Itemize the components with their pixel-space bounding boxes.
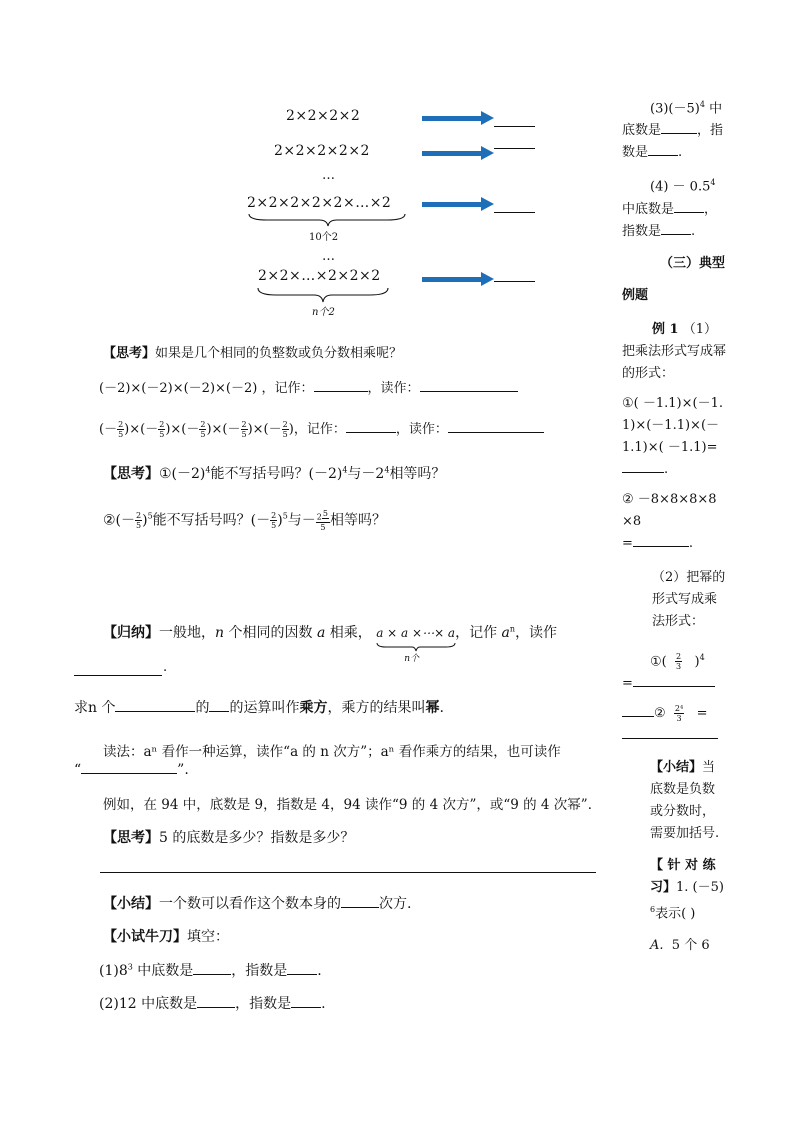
read-input[interactable] (420, 378, 518, 392)
fraction: $\frac{2}{5}$ (118, 420, 124, 439)
think-3: 【思考】5 的底数是多少？指数是多少？ (103, 830, 355, 846)
try-q1: $(1)8^3$ 中底数是 ，指数是 . (99, 962, 322, 979)
blank-power[interactable] (341, 894, 379, 908)
think-2-q2: ②(－ $\frac{2}{5}$ )$^5$能不写括号吗？(－ $\frac{2}{5}$ )$^5$与－ $\frac{25}{5}$ 相等吗？ (103, 509, 386, 532)
read-label: ，读作： (395, 422, 448, 437)
arrow-right-icon (422, 202, 482, 207)
blank-base[interactable] (197, 994, 235, 1008)
brace-label-nge: n个 (404, 654, 419, 664)
answer-line (494, 148, 535, 149)
think-tag: 【思考】 (103, 346, 156, 361)
record-label: ，记作： (293, 422, 346, 437)
product-expr: a × a ×⋯× a (376, 626, 456, 640)
answer-line[interactable] (74, 675, 162, 676)
blank-exponent[interactable] (287, 961, 317, 975)
expr-row-3: 2×2×2×2×2×…×2 (247, 195, 392, 211)
think-1-line-2: (－ $\frac{2}{5}$ )×(－ $\frac{2}{5}$ )×(－ $\frac{2}{5}$ )×(－ $\frac{2}{5}$ )×(－ $\frac{2}{5}$ )，记作： ，读作： (99, 418, 544, 439)
read-quote: “ ”. (74, 762, 189, 778)
read-label: ，读作： (367, 381, 420, 396)
underbrace-2 (256, 287, 392, 303)
record-input[interactable] (346, 419, 396, 433)
record-input[interactable] (314, 378, 368, 392)
read-method: 读法：aⁿ 看作一种运算，读作“a 的 n 次方”；aⁿ 看作乘方的结果，也可读作 (103, 744, 561, 760)
conclusion: 【小结】一个数可以看作这个数本身的 次方. (103, 896, 412, 912)
example-line: 例如，在 94 中，底数是 9，指数是 4，94 读作“9 的 4 次方”，或“9 的 4 次幂”． (103, 797, 602, 813)
answer-line (494, 212, 535, 213)
summary-tag: 【归纳】 (103, 625, 159, 641)
think-2-q1: 【思考】$①(-2)^4$能不写括号吗？$(-2)^4$与$-2^4$相等吗？ (103, 465, 446, 482)
right-column: $(3)(-5)^4$ 中 底数是 ，指 数是 . $(4) - 0.5^4$ 中底数是 ， 指数是 . （三）典型 例题 例 1 （1） 把乘法形式写成幂的形式： ①( －1.1)×(－1.1)×(－1.1)×(－1.1)×( －1.1)=. ② －8×8×8×8×8 = . （2）把幂的形式写成乘法形式： ①( $\frac{2}{3}$ )$^4$ = ② $\frac{\text{2⁴}}{3}$ = 【小结】当底数是负数或分数时，需要加括号. 【 针 对 练 习】1. $(-5)^6$表示( ) A. 5 个 6 (622, 100, 727, 954)
blank-factor[interactable] (115, 698, 195, 712)
read-input[interactable] (448, 419, 544, 433)
neg-product: (－2)×(－2)×(－2)×(－2) (99, 381, 258, 396)
ellipsis-1: … (322, 168, 335, 183)
arrow-right-icon (422, 277, 482, 282)
think-tag: 【思考】 (103, 466, 159, 482)
summary-line-2: 求n 个 的 的运算叫作乘方，乘方的结果叫幂. (74, 700, 444, 716)
answer-line[interactable] (100, 872, 596, 873)
blank-base[interactable] (193, 961, 231, 975)
period: . (163, 660, 168, 675)
record-label: ，记作： (261, 381, 314, 396)
blank-product[interactable] (209, 698, 229, 712)
arrow-right-icon (422, 116, 482, 121)
expr-row-1: 2×2×2×2 (286, 108, 361, 124)
section-heading: （三）典型 (660, 255, 726, 271)
brace-label-10: 10个2 (309, 232, 339, 243)
ellipsis-2: … (322, 249, 335, 264)
expr-row-2: 2×2×2×2×2 (274, 143, 370, 159)
brace-label-n: n个2 (312, 307, 335, 318)
summary-line-1: 【归纳】一般地，n 个相同的因数 a 相乘， a × a ×⋯× a n个 ，记作 $a^n$，读作 (103, 624, 558, 664)
try-heading: 【小试牛刀】填空： (103, 929, 229, 945)
think-1-line-1 (99, 377, 518, 396)
blank-exponent[interactable] (291, 994, 321, 1008)
blank-read[interactable] (81, 760, 177, 774)
try-q2: (2)12 中底数是 ，指数是 . (99, 996, 326, 1012)
underbrace-1 (247, 213, 409, 227)
arrow-right-icon (422, 151, 482, 156)
answer-line (494, 126, 535, 127)
think-1 (103, 342, 402, 361)
think-text: 如果是几个相同的负整数或负分数相乘呢？ (155, 346, 403, 361)
expr-row-4: 2×2×…×2×2×2 (258, 268, 381, 284)
answer-line (494, 281, 535, 282)
